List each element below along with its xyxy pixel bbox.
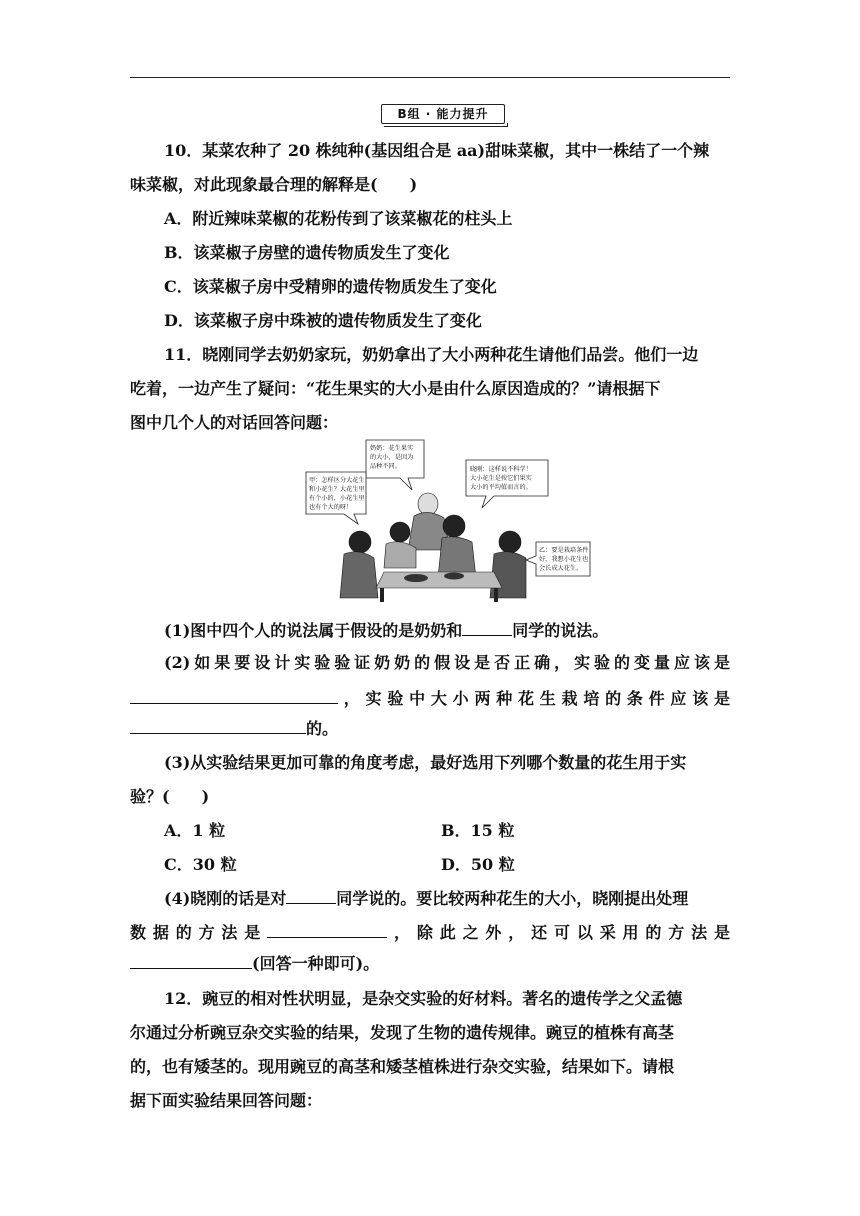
jia-bubble-line-1: 甲：怎样区分大花生	[309, 477, 365, 484]
q11-sub4-line-1	[164, 885, 730, 911]
q11-sub3-option-c: C．30 粒	[164, 855, 237, 874]
q10-line-1: 10．某菜农种了 20 株纯种(基因组合是 aa)甜味菜椒，其中一株结了一个辣	[164, 141, 710, 160]
q10-option-a: A．附近辣味菜椒的花粉传到了该菜椒花的柱头上	[164, 209, 513, 228]
yi-bubble-line-2: 好，我想小花生也	[539, 556, 589, 563]
q11-sub2-line-2	[130, 685, 730, 711]
q11-sub3-option-a: A．1 粒	[164, 821, 226, 840]
peanut-discussion-illustration	[304, 438, 592, 604]
q11-sub2-text-a: ，实验中大小两种花生栽培的条件应该是	[338, 689, 730, 708]
jia-bubble-line-4: 也有个大的呀！	[309, 504, 353, 511]
q11-sub4-text-c: 数据的方法是	[130, 923, 268, 942]
q11-sub2-blank-variable[interactable]	[130, 685, 338, 704]
q11-sub4-blank-other-method[interactable]	[130, 950, 252, 969]
q11-sub4-line-3	[130, 950, 730, 976]
jia-bubble-line-3: 有个小的，小花生里	[309, 495, 365, 502]
q10-option-c: C．该菜椒子房中受精卵的遗传物质发生了变化	[164, 277, 497, 296]
q11-line-2: 吃着，一边产生了疑问：“花生果实的大小是由什么原因造成的？”请根据下	[130, 379, 661, 398]
xiaogang-speech-bubble	[466, 460, 548, 508]
q11-sub4-text-a: (4)晓刚的话是对	[164, 889, 287, 908]
q12-line-3: 的，也有矮茎的。现用豌豆的高茎和矮茎植株进行杂交实验，结果如下。请根	[130, 1057, 675, 1076]
q12-line-4: 据下面实验结果回答问题：	[130, 1091, 323, 1110]
q11-sub4-blank-method[interactable]	[267, 919, 387, 938]
xiaogang-bubble-line-1: 晓刚：这样说不科学！	[470, 466, 532, 473]
q12-line-2: 尔通过分析豌豆杂交实验的结果，发现了生物的遗传规律。豌豆的植株有高茎	[130, 1023, 675, 1042]
header-rule	[130, 77, 730, 78]
q12-line-1: 12．豌豆的相对性状明显，是杂交实验的好材料。著名的遗传学之父孟德	[164, 989, 683, 1008]
q11-line-3: 图中几个人的对话回答问题：	[130, 413, 339, 432]
jia-speech-bubble	[306, 472, 366, 524]
yi-bubble-line-1: 乙：要是栽培条件	[539, 547, 589, 554]
q11-line-1: 11．晓刚同学去奶奶家玩，奶奶拿出了大小两种花生请他们品尝。他们一边	[164, 345, 699, 364]
q11-sub4-text-d: ，除此之外，还可以采用的方法是	[387, 923, 730, 942]
q11-sub2-line-1: (2)如果要设计实验验证奶奶的假设是否正确，实验的变量应该是	[164, 653, 730, 672]
jia-bubble-line-2: 和小花生？大花生里	[309, 486, 365, 493]
q11-sub2-line-3	[130, 715, 730, 741]
q11-sub3-line-1: (3)从实验结果更加可靠的角度考虑，最好选用下列哪个数量的花生用于实	[164, 753, 687, 772]
q10-option-d: D．该菜椒子房中珠被的遗传物质发生了变化	[164, 311, 482, 330]
q11-sub4-blank-person[interactable]	[286, 885, 336, 904]
q11-sub3-option-d: D．50 粒	[441, 855, 515, 874]
q11-sub3-line-2: 验？( )	[130, 787, 210, 806]
q11-sub4-text-b: 同学说的。要比较两种花生的大小，晓刚提出处理	[336, 889, 689, 908]
q11-sub3-option-b: B．15 粒	[441, 821, 515, 840]
q10-option-b: B．该菜椒子房壁的遗传物质发生了变化	[164, 243, 450, 262]
q11-sub1-blank[interactable]	[462, 617, 512, 636]
q11-sub1-text-b: 同学的说法。	[512, 621, 609, 640]
yi-speech-bubble	[526, 542, 590, 576]
q11-sub1	[164, 617, 730, 643]
grandma-speech-bubble	[366, 440, 424, 490]
grandma-bubble-line-1: 奶奶：花生果实	[370, 445, 414, 452]
table-with-peanuts	[376, 572, 502, 602]
grandma-bubble-line-2: 的大小，是因为	[370, 454, 414, 461]
yi-bubble-line-3: 会长成大花生。	[539, 565, 583, 572]
q11-sub1-text-a: (1)图中四个人的说法属于假设的是奶奶和	[164, 621, 463, 640]
grandma-bubble-line-3: 品种不同。	[370, 463, 401, 470]
q11-sub2-blank-conditions[interactable]	[130, 715, 306, 734]
section-badge: B组 · 能力提升	[381, 104, 505, 124]
q11-sub2-text-b: 的。	[306, 719, 339, 738]
q11-sub4-text-e: (回答一种即可)。	[252, 954, 380, 973]
xiaogang-bubble-line-3: 大小的平均值而言的。	[470, 484, 532, 491]
q11-sub4-line-2	[130, 919, 730, 945]
q10-line-2: 味菜椒，对此现象最合理的解释是( )	[130, 175, 418, 194]
xiaogang-bubble-line-2: 大小花生是按它们果实	[470, 475, 532, 482]
